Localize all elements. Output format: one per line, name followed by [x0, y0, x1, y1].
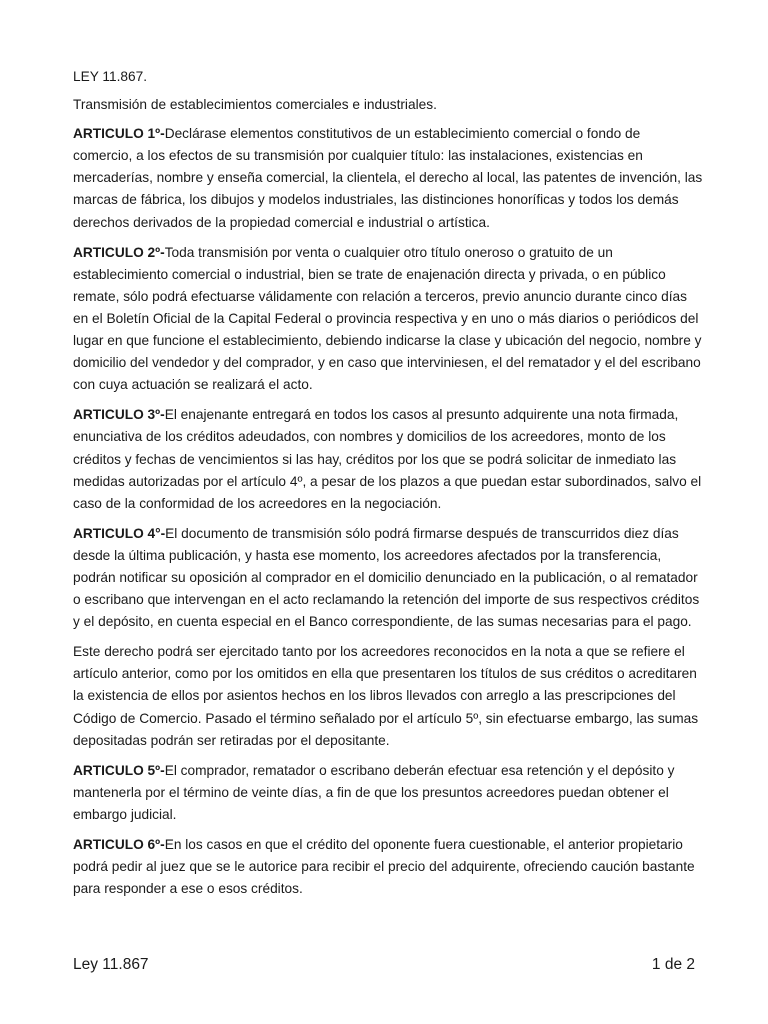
article-label: ARTICULO 6º-	[73, 837, 165, 852]
article-1	[73, 123, 703, 233]
page-footer	[73, 955, 695, 975]
footer-document-name: Ley 11.867	[73, 956, 149, 973]
article-3	[73, 404, 703, 514]
document-subtitle: Transmisión de establecimientos comerciales e industriales.	[73, 97, 437, 113]
article-label: ARTICULO 3º-	[73, 407, 165, 423]
article-label: ARTICULO 2º-	[73, 244, 165, 260]
article-4	[73, 523, 703, 633]
article-text: Toda transmisión por venta o cualquier otro título oneroso o gratuito de un establecimiento comercial o industrial, bien se trate de enajenación directa y privada, o en público remate, sólo podrá efectuarse válidamente con relación a terceros, previo anuncio durante cinco días en el Boletín Oficial de la Capital Federal o provincia respectiva y en uno o más diarios o periódicos del lugar en que funcione el establecimiento, debiendo indicarse la clase y ubicación del negocio, nombre y domicilio del vendedor y del comprador, y en caso que interviniesen, el del rematador y el del escribano con cuya actuación se realizará el acto.	[73, 244, 702, 393]
document-title: LEY 11.867.	[73, 69, 148, 84]
article-4-continuation	[73, 641, 703, 751]
article-5	[73, 760, 703, 826]
article-text: En los casos en que el crédito del oponente fuera cuestionable, el anterior propietario podrá pedir al juez que se le autorice para recibir el precio del adquirente, ofreciendo caución bastante para responder a ese o esos créditos.	[73, 837, 695, 897]
document-page	[73, 66, 703, 908]
footer-page-number: 1 de 2	[651, 956, 695, 973]
article-text: El enajenante entregará en todos los casos al presunto adquirente una nota firmada, enunciativa de los créditos adeudados, con nombres y domicilios de los acreedores, monto de los créditos y fechas de vencimientos si las hay, créditos por los que se podrá solicitar de inmediato las medidas autorizadas por el artículo 4º, a pesar de los plazos a que puedan estar subordinados, salvo el caso de la conformidad de los acreedores en la negociación.	[73, 407, 702, 511]
paragraph-text: Este derecho podrá ser ejercitado tanto por los acreedores reconocidos en la nota a que se refiere el artículo anterior, como por los omitidos en ella que presentaren los títulos de sus créditos o acreditaren la existencia de ellos por asientos hechos en los libros llevados con arreglo a las prescripciones del Código de Comercio. Pasado el término señalado por el artículo 5º, sin efectuarse embargo, las sumas depositadas podrán ser retiradas por el depositante.	[73, 644, 699, 748]
article-text: El comprador, rematador o escribano deberán efectuar esa retención y el depósito y mantenerla por el término de veinte días, a fin de que los presuntos acreedores puedan obtener el embargo judicial.	[73, 762, 675, 822]
article-6	[73, 834, 703, 900]
article-label: ARTICULO 1º-	[73, 126, 165, 142]
article-2	[73, 242, 703, 397]
article-text: Declárase elementos constitutivos de un establecimiento comercial o fondo de comercio, a los efectos de su transmisión por cualquier título: las instalaciones, existencias en mercaderías, nombre y enseña comercial, la clientela, el derecho al local, las patentes de invención, las marcas de fábrica, los dibujos y modelos industriales, las distinciones honoríficas y todos los demás derechos derivados de la propiedad comercial e industrial o artística.	[73, 126, 703, 230]
article-label: ARTICULO 5º-	[73, 762, 165, 778]
article-label: ARTICULO 4°-	[73, 525, 166, 541]
article-text: El documento de transmisión sólo podrá firmarse después de transcurridos diez días desde la última publicación, y hasta ese momento, los acreedores afectados por la transferencia, podrán notificar su oposición al comprador en el domicilio denunciado en la publicación, o al rematador o escribano que intervengan en el acto reclamando la retención del importe de sus respectivos créditos y el depósito, en cuenta especial en el Banco correspondiente, de las sumas necesarias para el pago.	[73, 525, 700, 630]
